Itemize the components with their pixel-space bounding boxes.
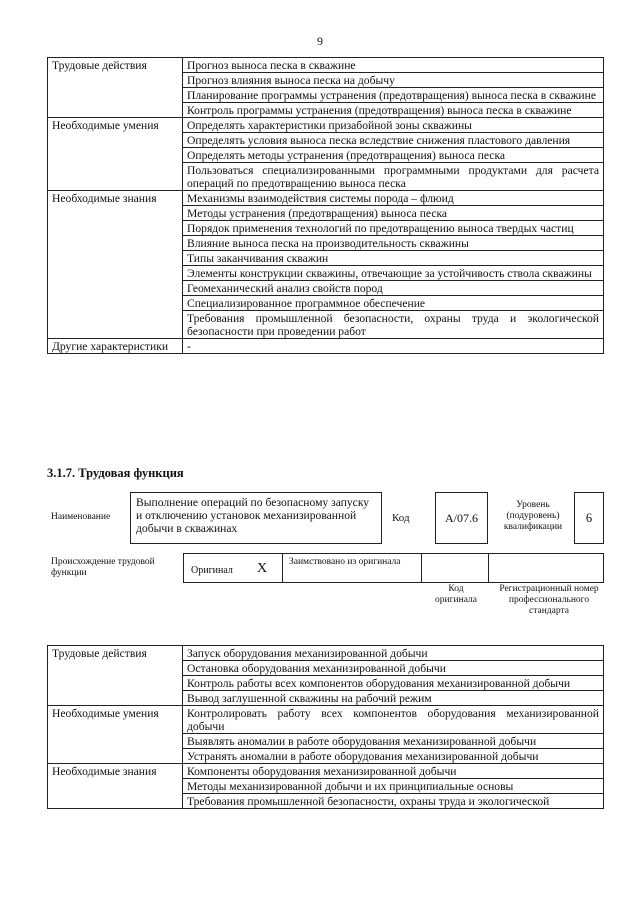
- name-label: Наименование: [51, 512, 111, 522]
- row-item: Элементы конструкции скважины, отвечающие за устойчивость ствола скважины: [183, 266, 604, 281]
- row-item: Требования промышленной безопасности, охраны труда и экологической: [183, 794, 604, 809]
- row-item: Выявлять аномалии в работе оборудования механизированной добычи: [183, 734, 604, 749]
- row-item: Устранять аномалии в работе оборудования механизированной добычи: [183, 749, 604, 764]
- origin-reg-cell: [489, 554, 603, 582]
- row-item: Пользоваться специализированными программными продуктами для расчета операций по предотвращению выноса песка: [183, 163, 604, 191]
- origin-label: Происхождение трудовой функции: [51, 557, 155, 578]
- origin-reg-caption: Регистрационный номер профессионального стандарта: [499, 584, 599, 616]
- row-item: Контроль программы устранения (предотвращения) выноса песка в скважине: [183, 103, 604, 118]
- row-item: Порядок применения технологий по предотвращению выноса твердых частиц: [183, 221, 604, 236]
- origin-original-mark: X: [257, 561, 268, 576]
- table-row: [48, 118, 604, 133]
- row-label: Необходимые знания: [48, 764, 183, 809]
- qualification-level-label: Уровень (подуровень) квалификации: [503, 500, 563, 532]
- table-row: [48, 339, 604, 354]
- function-name-box: Выполнение операций по безопасному запуску и отключению установок механизированной добычи в скважинах: [130, 492, 382, 544]
- table-row: [48, 646, 604, 661]
- origin-borrowed-cell: [283, 554, 422, 582]
- row-item: -: [183, 339, 604, 354]
- row-item: Типы заканчивания скважин: [183, 251, 604, 266]
- row-item: Требования промышленной безопасности, охраны труда и экологической безопасности при проведении работ: [183, 311, 604, 339]
- row-item: Планирование программы устранения (предотвращения) выноса песка в скважине: [183, 88, 604, 103]
- origin-original-cell: [184, 554, 283, 582]
- row-item: Прогноз выноса песка в скважине: [183, 58, 604, 73]
- row-item: Механизмы взаимодействия системы порода – флюид: [183, 191, 604, 206]
- table-row: [48, 764, 604, 779]
- row-item: Остановка оборудования механизированной добычи: [183, 661, 604, 676]
- row-item: Методы устранения (предотвращения) выноса песка: [183, 206, 604, 221]
- table-row: [48, 191, 604, 206]
- section-title: 3.1.7. Трудовая функция: [47, 466, 184, 480]
- origin-code-caption: Код оригинала: [435, 584, 477, 605]
- table-row: [48, 706, 604, 734]
- row-label: Необходимые знания: [48, 191, 183, 339]
- row-item: Контроль работы всех компонентов оборудования механизированной добычи: [183, 676, 604, 691]
- row-label: Трудовые действия: [48, 646, 183, 706]
- origin-strip: [183, 553, 604, 583]
- row-label: Необходимые умения: [48, 118, 183, 191]
- labor-function-table-top: [47, 57, 604, 354]
- origin-original-label: Оригинал: [191, 565, 233, 576]
- qualification-level-box: 6: [574, 492, 604, 544]
- origin-code-cell: [422, 554, 489, 582]
- row-item: Прогноз влияния выноса песка на добычу: [183, 73, 604, 88]
- row-item: Влияние выноса песка на производительность скважины: [183, 236, 604, 251]
- row-item: Контролировать работу всех компонентов оборудования механизированной добычи: [183, 706, 604, 734]
- origin-borrowed-label: Заимствовано из оригинала: [289, 557, 401, 567]
- row-item: Запуск оборудования механизированной добычи: [183, 646, 604, 661]
- row-label: Трудовые действия: [48, 58, 183, 118]
- row-item: Геомеханический анализ свойств пород: [183, 281, 604, 296]
- function-code-box: А/07.6: [435, 492, 488, 544]
- row-item: Определять условия выноса песка вследствие снижения пластового давления: [183, 133, 604, 148]
- row-item: Определять характеристики призабойной зоны скважины: [183, 118, 604, 133]
- row-item: Специализированное программное обеспечение: [183, 296, 604, 311]
- row-label: Необходимые умения: [48, 706, 183, 764]
- row-item: Компоненты оборудования механизированной добычи: [183, 764, 604, 779]
- row-item: Методы механизированной добычи и их принципиальные основы: [183, 779, 604, 794]
- page-number: 9: [317, 34, 323, 48]
- code-label: Код: [392, 512, 410, 524]
- labor-function-table-bottom: [47, 645, 604, 809]
- row-item: Определять методы устранения (предотвращения) выноса песка: [183, 148, 604, 163]
- row-label: Другие характеристики: [48, 339, 183, 354]
- table-row: [48, 58, 604, 73]
- row-item: Вывод заглушенной скважины на рабочий режим: [183, 691, 604, 706]
